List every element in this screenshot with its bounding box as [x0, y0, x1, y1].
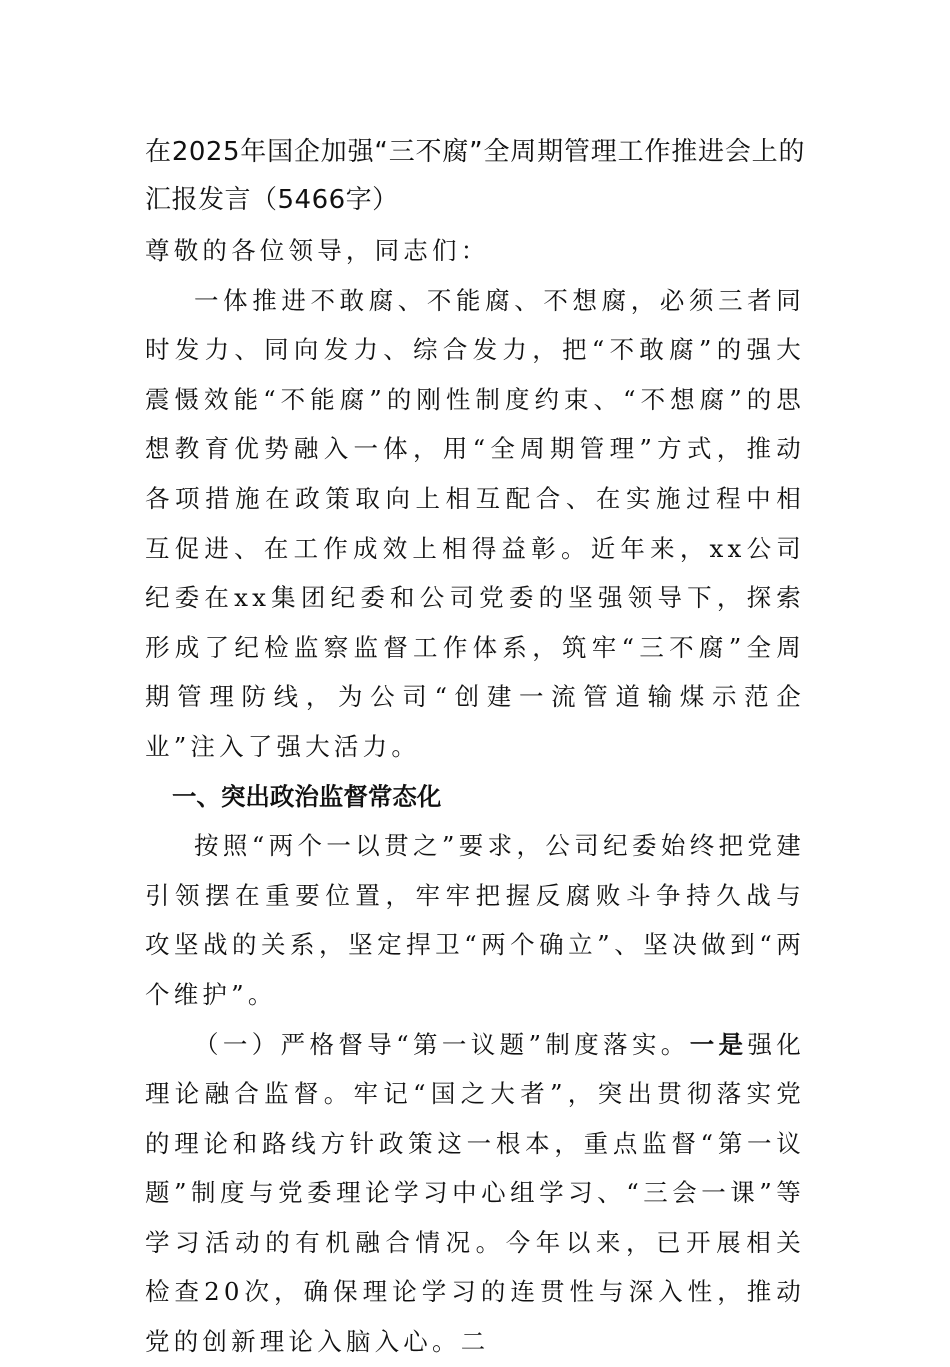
- document-title: 在2025年国企加强“三不腐”全周期管理工作推进会上的汇报发言（5466字）: [145, 137, 805, 215]
- subsection-paragraph: [145, 1020, 805, 1367]
- subsection-text: 强化理论融合监督。牢记“国之大者”，突出贯彻落实党的理论和路线方针政策这一根本，重点监督“第一议题”制度与党委理论学习中心组学习、“三会一课”等学习活动的有机融合情况。今年以来，已开展相关检查20次，确保理论学习的连贯性与深入性，推动党的创新理论入脑入心。二: [145, 1029, 806, 1357]
- intro-paragraph: 一体推进不敢腐、不能腐、不想腐，必须三者同时发力、同向发力、综合发力，把“不敢腐”的强大震慑效能“不能腐”的刚性制度约束、“不想腐”的思想教育优势融入一体，用“全周期管理”方式，推动各项措施在政策取向上相互配合、在实施过程中相互促进、在工作成效上相得益彰。近年来，xx公司纪委在xx集团纪委和公司党委的坚强领导下，探索形成了纪检监察监督工作体系，筑牢“三不腐”全周期管理防线，为公司“创建一流管道输煤示范企业”注入了强大活力。: [145, 285, 805, 761]
- subsection-lead: （一）严格督导“第一议题”制度落实。: [194, 1029, 690, 1059]
- section-paragraph: 按照“两个一以贯之”要求，公司纪委始终把党建引领摆在重要位置，牢牢把握反腐败斗争持久战与攻坚战的关系，坚定捍卫“两个确立”、坚决做到“两个维护”。: [145, 831, 805, 1009]
- document-body: [145, 128, 805, 1367]
- section-heading: 一、突出政治监督常态化: [171, 781, 442, 811]
- subsection-marker: 一是: [689, 1029, 748, 1059]
- salutation: 尊敬的各位领导，同志们：: [145, 236, 490, 265]
